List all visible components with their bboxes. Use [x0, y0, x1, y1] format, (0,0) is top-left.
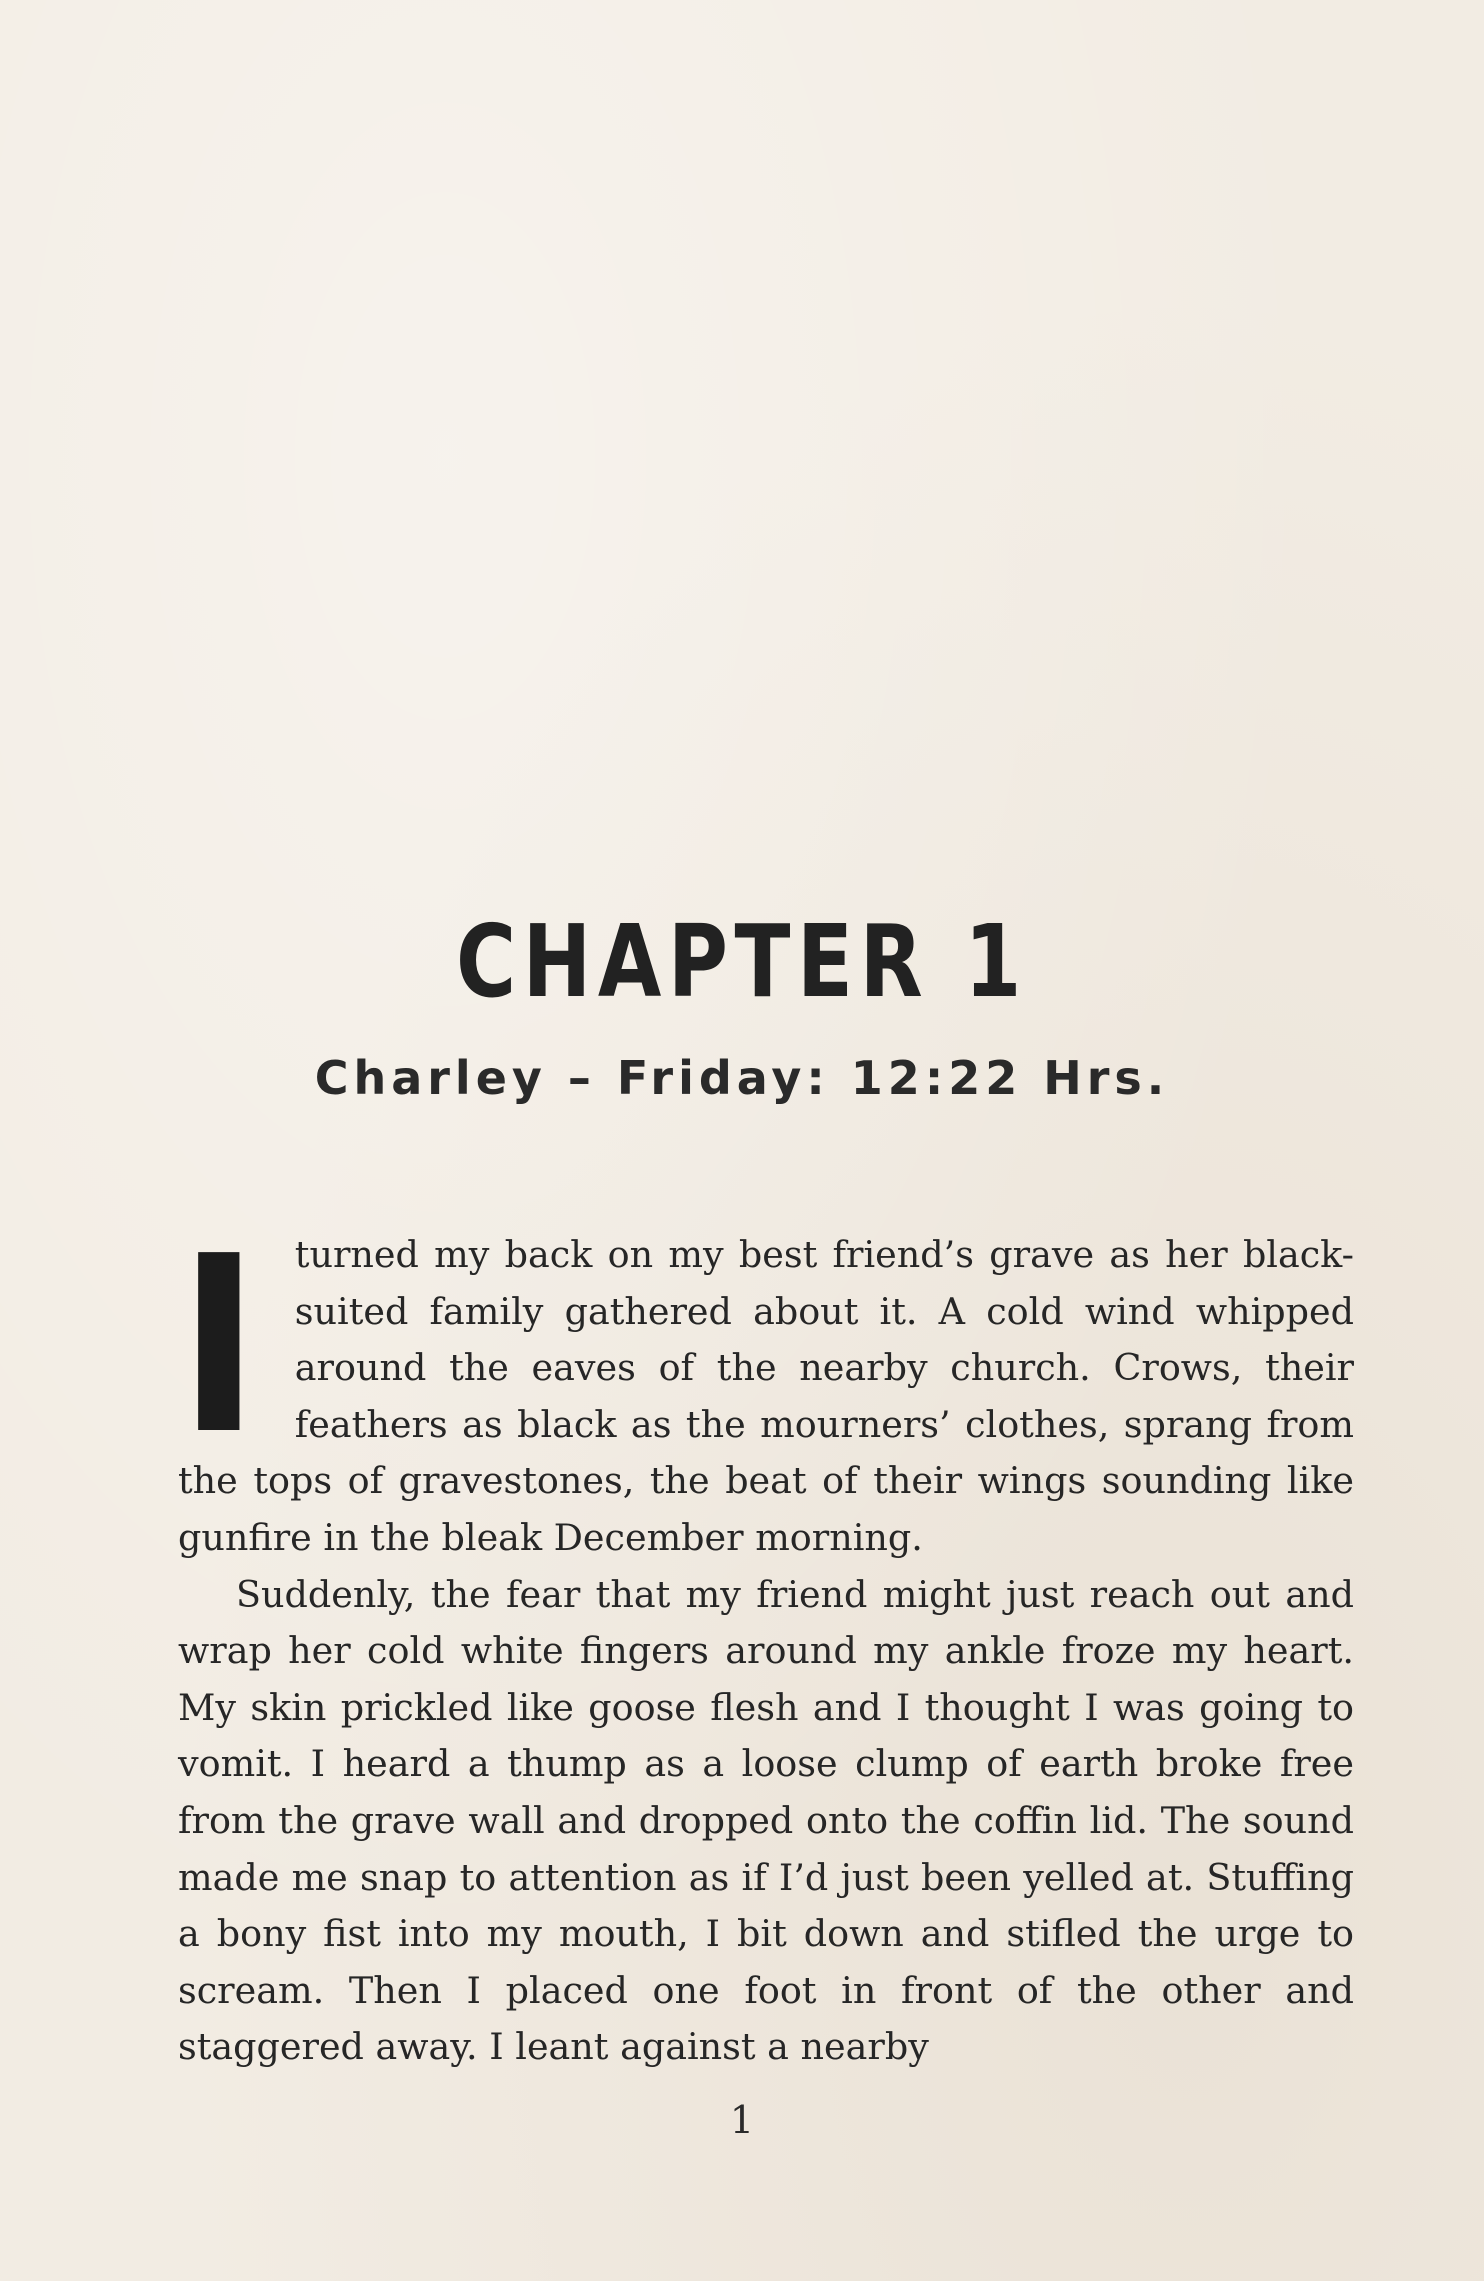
drop-cap: I [178, 1204, 260, 1488]
chapter-title: CHAPTER 1 [455, 903, 1029, 1020]
page-number: 1 [729, 2098, 755, 2142]
paragraph-2: Suddenly, the fear that my friend might just reach out and wrap her cold white fingers around my ankle froze my heart. My skin prickled like goose flesh and I thought I was going to vomit. I heard a thump as a loose clump of earth broke free from the grave wall and dropped onto the coffin lid. The sound made me snap to attention as if I’d just been yelled at. Stuffing a bony fist into my mouth, I bit down and stifled the urge to scream. Then I placed one foot in front of the other and staggered away. I leant against a nearby [178, 1572, 1354, 2069]
chapter-subtitle: Charley – Friday: 12:22 Hrs. [314, 1051, 1170, 1105]
chapter-body [178, 1204, 1354, 2076]
paragraph-1-text: turned my back on my best friend’s grave as her black-suited family gathered about it. A cold wind whipped around the eaves of the nearby church. Crows, their feathers as black as the mourners’ clothes, sprang from the tops of gravestones, the beat of their wings sounding like gunfire in the bleak December morning. [178, 1233, 1354, 1559]
paragraph-1 [178, 1204, 1354, 1567]
